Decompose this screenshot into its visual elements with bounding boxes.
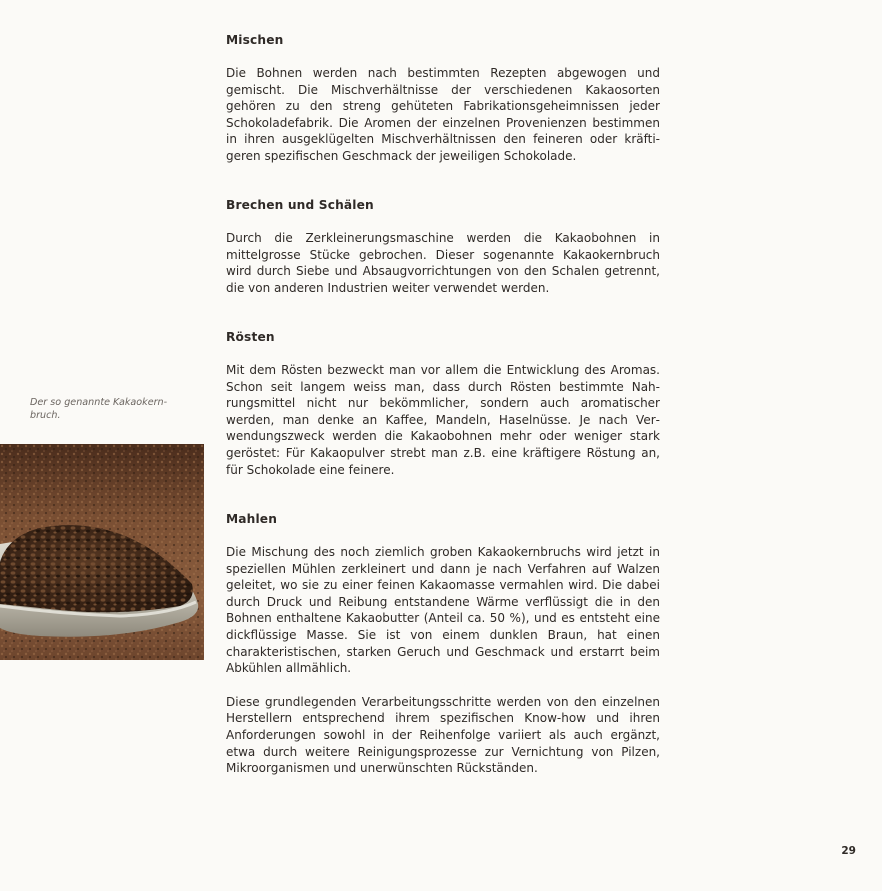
section-heading: Brechen und Schälen	[226, 198, 374, 212]
section-roesten	[226, 329, 660, 478]
section-paragraph: Diese grundlegenden Verarbeitungsschritte werden von den einzelnen Herstellern entsprechend ihrem spezifischen Know-how und ihren Anforderungen sowohl in der Reihenfolge variiert als auch ergänzt, etwa durch weitere Reinigungsprozesse zur Vernichtung von Pilzen, Mikroorganismen und unerwünschten Rückständen.	[226, 694, 660, 776]
section-paragraph: Durch die Zerkleinerungsmaschine werden die Kakaobohnen in mittelgrosse Stücke gebrochen. Dieser sogenannte Kakaokernbruch wird durch Siebe und Absaugvorrichtungen von den Schalen getrennt, die von anderen Industrien weiter verwendet werden.	[226, 231, 660, 295]
section-heading: Mischen	[226, 33, 284, 47]
section-brechen-und-schaelen	[226, 197, 660, 296]
section-paragraph: Mit dem Rösten bezweckt man vor allem die Entwicklung des Aromas. Schon seit langem weiss man, dass durch Rösten bestimmte Nahrungsmittel nicht nur bekömmlicher, sondern auch aromatischer werden, man denke an Kaffee, Mandeln, Haselnüsse. Je nach Verwendungszweck werden die Kakaobohnen mehr oder weniger stark geröstet: Für Kakaopulver strebt man z.B. eine kräftigere Röstung an, für Schokolade eine feinere.	[226, 363, 660, 477]
image-caption: Der so genannte Kakaokernbruch.	[30, 397, 168, 421]
section-mischen	[226, 32, 660, 165]
section-paragraph: Die Bohnen werden nach bestimmten Rezepten abgewogen und gemischt. Die Mischverhältnisse der verschiedenen Kakaosorten gehören zu den streng gehüteten Fabrikationsgeheimnissen jeder Schokoladefabrik. Die Aromen der einzelnen Provenienzen bestimmen in ihren ausgeklügelten Mischverhältnissen den feineren oder kräftigeren spezifischen Geschmack der jeweiligen Schokolade.	[226, 66, 660, 163]
section-heading: Rösten	[226, 330, 275, 344]
section-paragraph: Die Mischung des noch ziemlich groben Kakaokernbruchs wird jetzt in speziellen Mühlen zerkleinert und dann je nach Verfahren auf Walzen geleitet, wo sie zu einer feinen Kakaomasse vermahlen wird. Die dabei durch Druck und Reibung entstandene Wärme verflüssigt die in den Bohnen enthaltene Kakaobutter (Anteil ca. 50 %), und es entsteht eine dickflüssige Masse. Sie ist von einem dunklen Braun, hat einen charakteristischen, starken Geruch und Geschmack und erstarrt beim Abkühlen allmählich.	[226, 545, 660, 676]
section-heading: Mahlen	[226, 512, 278, 526]
page-number: 29	[841, 845, 856, 857]
section-mahlen	[226, 511, 660, 777]
cocoa-nibs-photo	[0, 444, 204, 660]
